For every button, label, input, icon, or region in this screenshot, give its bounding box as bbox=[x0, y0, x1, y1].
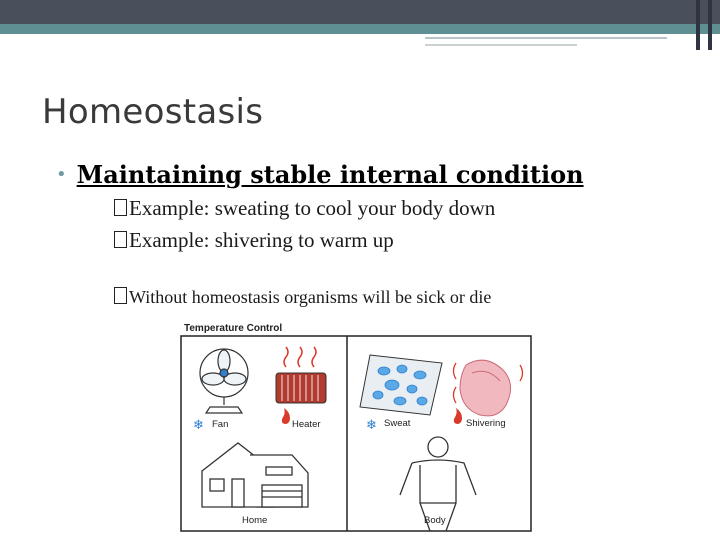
heater-label: Heater bbox=[292, 419, 321, 430]
body-label: Body bbox=[424, 515, 446, 526]
snowflake-icon: ❄ bbox=[366, 418, 377, 433]
header-bar bbox=[0, 0, 720, 24]
missing-glyph-icon bbox=[114, 287, 127, 304]
header-corner-bar bbox=[708, 0, 712, 50]
sub-bullet-text: Without homeostasis organisms will be sick or die bbox=[129, 287, 492, 307]
figure-illustration bbox=[180, 335, 532, 532]
home-label: Home bbox=[242, 515, 268, 526]
temperature-control-figure bbox=[180, 320, 532, 532]
shivering-label: Shivering bbox=[466, 418, 506, 429]
sub-bullet bbox=[114, 196, 495, 221]
sub-bullet bbox=[114, 287, 491, 308]
sub-bullet-text: Example: shivering to warm up bbox=[129, 228, 394, 252]
header-divider-line bbox=[425, 37, 667, 39]
fan-label: Fan bbox=[212, 419, 229, 430]
main-bullet-text: Maintaining stable internal condition bbox=[76, 160, 584, 189]
snowflake-icon: ❄ bbox=[193, 418, 204, 433]
main-bullet bbox=[56, 160, 584, 189]
figure-title: Temperature Control bbox=[184, 323, 283, 334]
missing-glyph-icon bbox=[114, 231, 127, 248]
missing-glyph-icon bbox=[114, 199, 127, 216]
bullet-icon: • bbox=[56, 164, 67, 185]
header-stripe bbox=[0, 24, 720, 34]
sweat-label: Sweat bbox=[384, 418, 411, 429]
header-divider-line-short bbox=[425, 44, 577, 46]
slide-title: Homeostasis bbox=[42, 92, 264, 132]
header-corner-bar bbox=[696, 0, 700, 50]
sweat-icon bbox=[360, 355, 442, 415]
sub-bullet bbox=[114, 228, 394, 253]
sub-bullet-text: Example: sweating to cool your body down bbox=[129, 196, 496, 220]
